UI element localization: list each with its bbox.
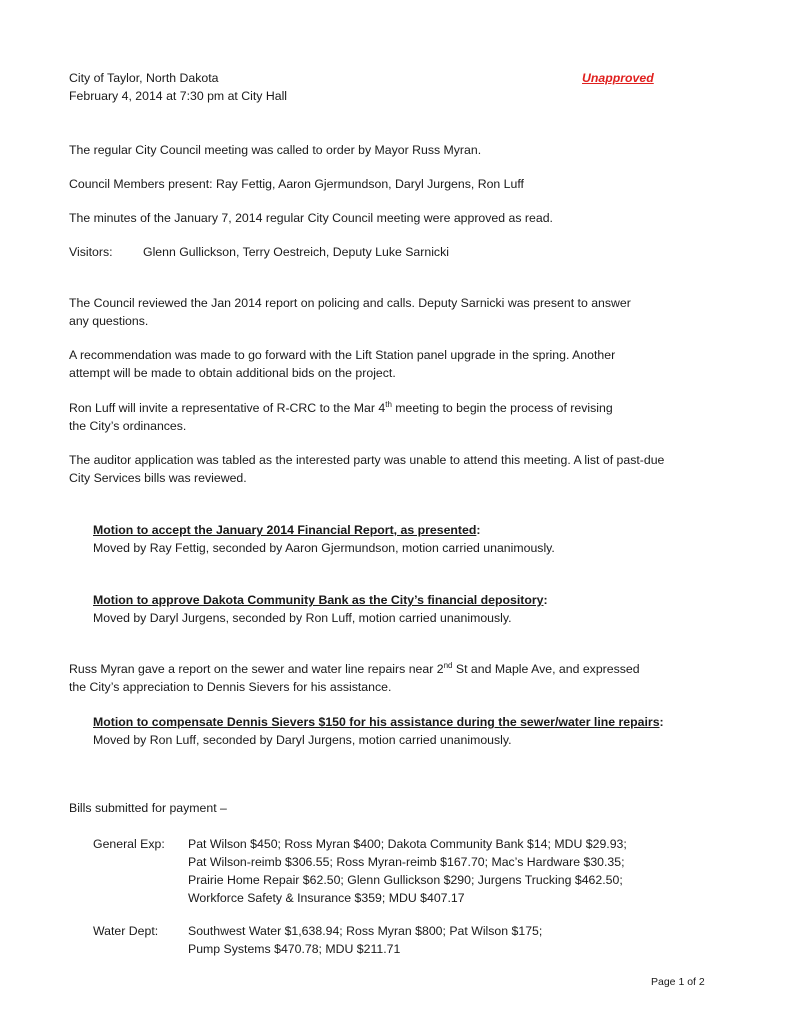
general-exp-line-3: Prairie Home Repair $62.50; Glenn Gullickson $290; Jurgens Trucking $462.50; (188, 873, 623, 887)
water-dept-label: Water Dept: (93, 924, 159, 938)
sewer-line-1: Russ Myran gave a report on the sewer and water line repairs near 2nd St and Maple Ave, and expressed (69, 660, 640, 676)
water-dept-line-2: Pump Systems $470.78; MDU $211.71 (188, 942, 401, 956)
page-number: Page 1 of 2 (651, 976, 705, 988)
call-to-order: The regular City Council meeting was called to order by Mayor Russ Myran. (69, 143, 482, 157)
motion-2-title: Motion to approve Dakota Community Bank as the City’s financial depository: (93, 593, 548, 607)
motion-2-detail: Moved by Daryl Jurgens, seconded by Ron Luff, motion carried unanimously. (93, 611, 512, 625)
bills-heading: Bills submitted for payment – (69, 801, 227, 815)
motion-1-detail: Moved by Ray Fettig, seconded by Aaron Gjermundson, motion carried unanimously. (93, 541, 555, 555)
water-dept-line-1: Southwest Water $1,638.94; Ross Myran $800; Pat Wilson $175; (188, 924, 543, 938)
policing-line-1: The Council reviewed the Jan 2014 report on policing and calls. Deputy Sarnicki was present to answer (69, 296, 631, 310)
general-exp-line-2: Pat Wilson-reimb $306.55; Ross Myran-reimb $167.70; Mac’s Hardware $30.35; (188, 855, 625, 869)
rcrc-line-1: Ron Luff will invite a representative of R-CRC to the Mar 4th meeting to begin the process of revising (69, 399, 613, 415)
motion-1-title: Motion to accept the January 2014 Financial Report, as presented: (93, 523, 481, 537)
status-badge: Unapproved (582, 71, 654, 85)
rcrc-line-2: the City’s ordinances. (69, 419, 187, 433)
auditor-line-2: City Services bills was reviewed. (69, 471, 247, 485)
sewer-line-2: the City’s appreciation to Dennis Sievers for his assistance. (69, 680, 392, 694)
general-exp-line-4: Workforce Safety & Insurance $359; MDU $407.17 (188, 891, 465, 905)
general-exp-label: General Exp: (93, 837, 165, 851)
visitors-list: Glenn Gullickson, Terry Oestreich, Deputy Luke Sarnicki (143, 245, 449, 259)
lift-station-line-1: A recommendation was made to go forward with the Lift Station panel upgrade in the spring. Another (69, 348, 616, 362)
visitors-label: Visitors: (69, 245, 113, 259)
lift-station-line-2: attempt will be made to obtain additional bids on the project. (69, 366, 396, 380)
minutes-approval: The minutes of the January 7, 2014 regular City Council meeting were approved as read. (69, 211, 553, 225)
motion-3-detail: Moved by Ron Luff, seconded by Daryl Jurgens, motion carried unanimously. (93, 733, 512, 747)
meeting-date: February 4, 2014 at 7:30 pm at City Hall (69, 89, 288, 103)
policing-line-2: any questions. (69, 314, 149, 328)
motion-3-title: Motion to compensate Dennis Sievers $150 for his assistance during the sewer/water line repairs: (93, 715, 664, 729)
members-present: Council Members present: Ray Fettig, Aaron Gjermundson, Daryl Jurgens, Ron Luff (69, 177, 524, 191)
auditor-line-1: The auditor application was tabled as the interested party was unable to attend this meeting. A list of past-due (69, 453, 665, 467)
general-exp-line-1: Pat Wilson $450; Ross Myran $400; Dakota Community Bank $14; MDU $29.93; (188, 837, 627, 851)
city-heading: City of Taylor, North Dakota (69, 71, 219, 85)
